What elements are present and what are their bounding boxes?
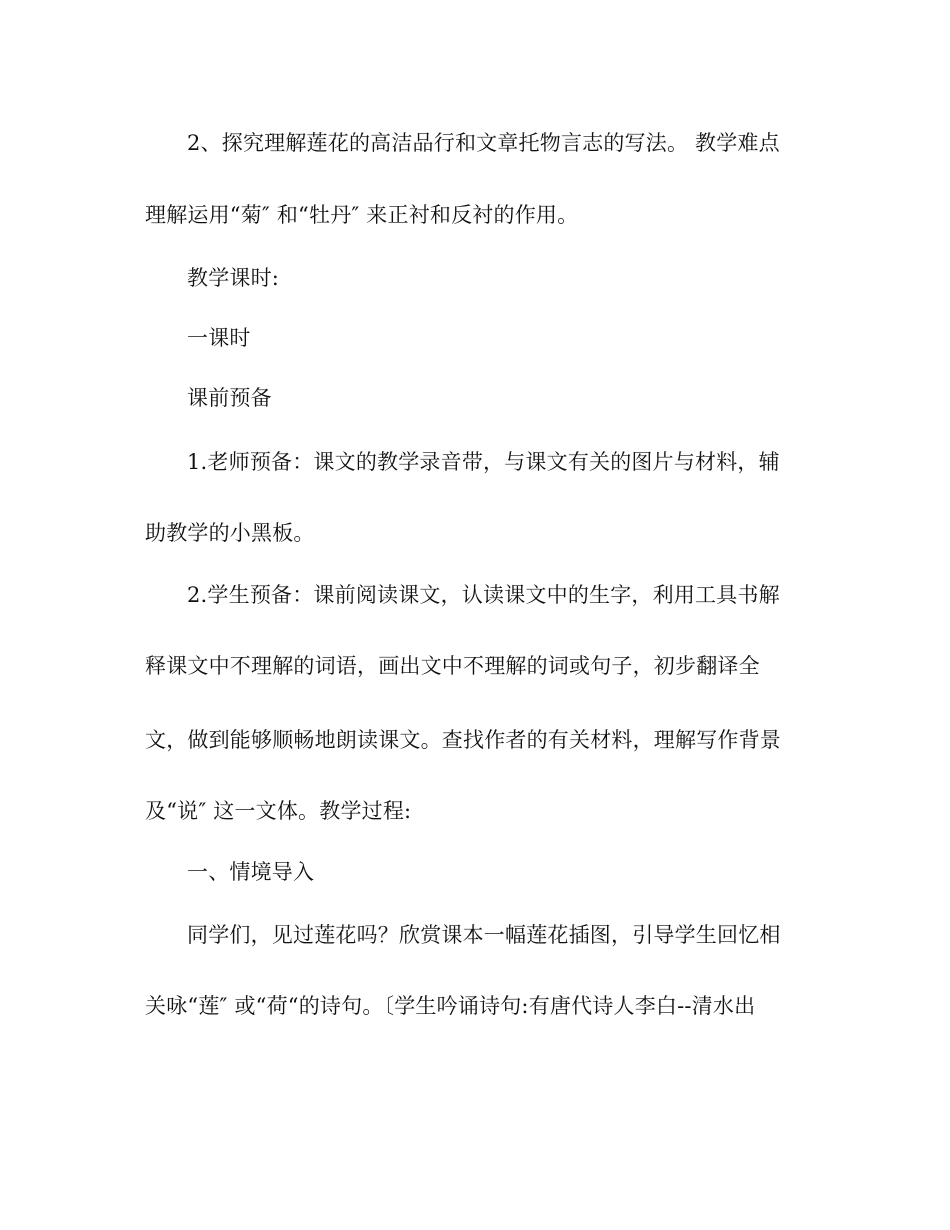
text-line-10: 文，做到能够顺畅地朗读课文。查找作者的有关材料，理解写作背景 bbox=[145, 728, 781, 752]
text-line-1: 2、探究理解莲花的高洁品行和文章托物言志的写法。 教学难点 bbox=[187, 131, 780, 155]
text-line-9: 释课文中不理解的词语，画出文中不理解的词或句子，初步翻译全 bbox=[145, 654, 760, 678]
text-line-2: 理解运用“菊″ 和“牡丹″ 来正衬和反衬的作用。 bbox=[145, 203, 579, 227]
text-line-6: 1.老师预备：课文的教学录音带，与课文有关的图片与材料，辅 bbox=[187, 450, 780, 474]
text-line-11: 及“说″ 这一文体。教学过程: bbox=[145, 799, 412, 823]
text-line-3: 教学课时: bbox=[187, 266, 280, 290]
text-line-13: 同学们，见过莲花吗？欣赏课本一幅莲花插图，引导学生回忆相 bbox=[187, 923, 781, 947]
text-line-12: 一、情境导入 bbox=[187, 860, 315, 884]
text-line-7: 助教学的小黑板。 bbox=[145, 521, 315, 545]
text-line-8: 2.学生预备：课前阅读课文，认读课文中的生字，利用工具书解 bbox=[187, 583, 780, 607]
text-line-14: 关咏“莲″ 或“荷“的诗句。〔学生吟诵诗句:有唐代诗人李白--清水出 bbox=[145, 994, 756, 1018]
text-line-4: 一课时 bbox=[187, 326, 251, 350]
text-line-5: 课前预备 bbox=[187, 386, 272, 410]
